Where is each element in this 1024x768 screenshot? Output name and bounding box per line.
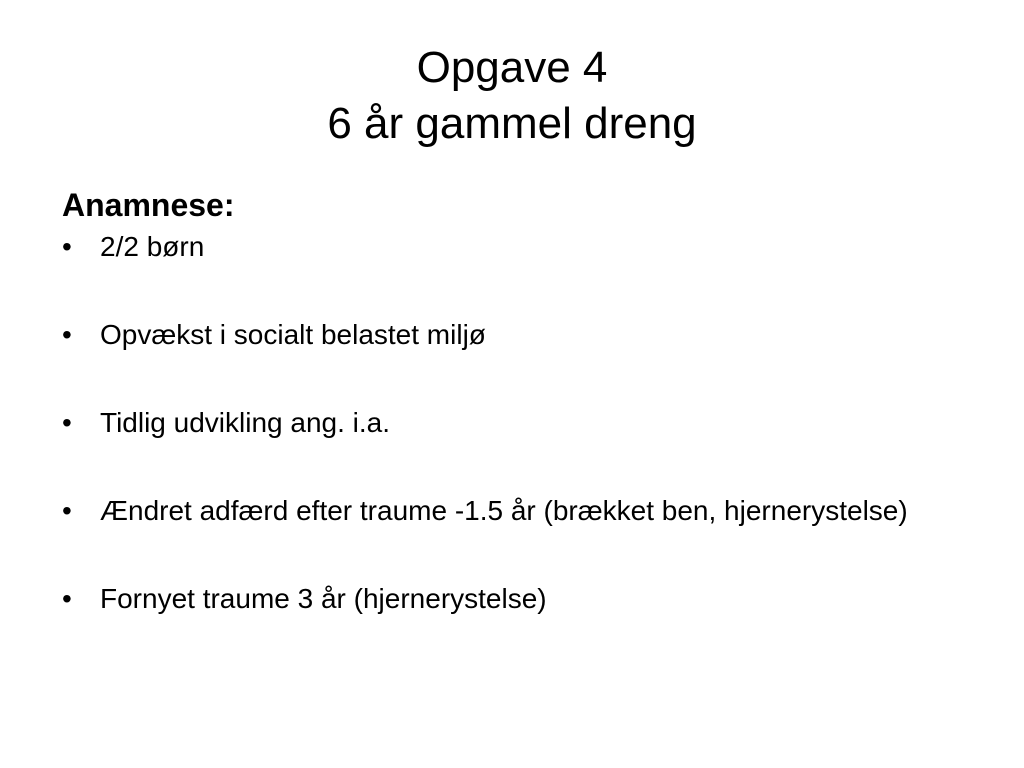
bullet-item [62, 229, 962, 265]
bullet-item [62, 581, 962, 617]
bullet-item [62, 317, 962, 353]
bullet-icon: • [62, 407, 72, 438]
bullet-icon: • [62, 231, 72, 262]
slide-title-line-1: Opgave 4 [416, 43, 608, 92]
section-heading: Anamnese: [62, 187, 235, 223]
slide-title [0, 40, 1024, 152]
bullet-icon: • [62, 319, 72, 350]
bullet-icon: • [62, 495, 72, 526]
slide-title-line-2: 6 år gammel dreng [327, 99, 697, 148]
bullet-item [62, 405, 962, 441]
bullet-icon: • [62, 583, 72, 614]
bullet-text: Opvækst i socialt belastet miljø [100, 319, 486, 350]
bullet-text: Ændret adfærd efter traume -1.5 år (brækket ben, hjernerystelse) [100, 495, 908, 526]
bullet-text: Fornyet traume 3 år (hjernerystelse) [100, 583, 547, 614]
bullet-item [62, 493, 962, 529]
slide-body [62, 185, 962, 669]
bullet-text: 2/2 børn [100, 231, 205, 262]
bullet-list [62, 229, 962, 617]
bullet-text: Tidlig udvikling ang. i.a. [100, 407, 391, 438]
